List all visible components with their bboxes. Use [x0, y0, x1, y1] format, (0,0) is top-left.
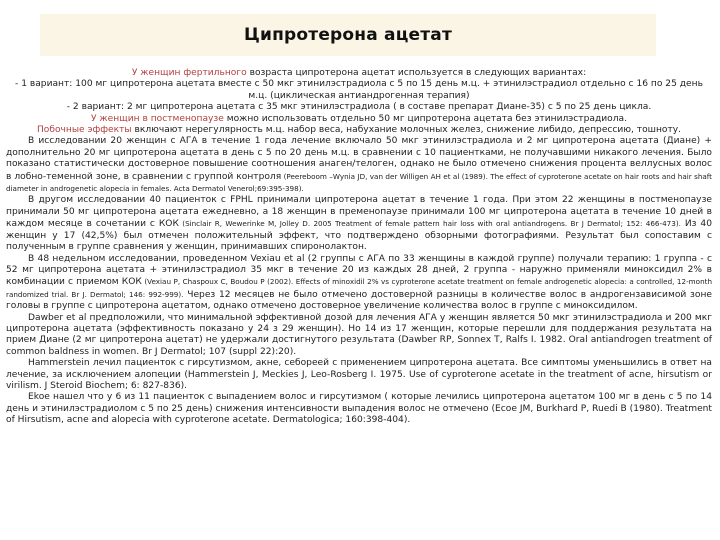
study-2-text: В другом исследовании 40 пациенток с FPHL принимали ципротерона ацетат в течение 1 года. При этом 22 женщины в постменопаузе принимали 50 мг ципротерона ацетата ежедневно, а 18 женщин в пременопаузе принимали 100 мг ципротерона ацетата в течение 10 дней в каждом месяце в сочетании с КОК [6, 195, 712, 230]
title-bar [40, 14, 656, 56]
intro-text: возраста ципротерона ацетат используется в следующих вариантах: [246, 68, 587, 78]
study-1-text: В исследовании 20 женщин с АГА в течение 1 года лечение включало 50 мкг этинилэстрадиола и 2 мг ципротерона ацетата (Диане) + дополнительно 20 мг ципротерона ацетата в день с 5 по 20 день м.ц. в сравнении с 10 пациентками, не получавшими никакого лечения. Было показано статистически достоверное повышение соотношения анаген/телоген, однако не было отмечено снижения процента веллусных волос в лобно-теменной зоне, в сравнении с группой контроля [6, 136, 712, 182]
side-effects-paragraph [6, 125, 712, 136]
study-2-paragraph [6, 195, 712, 253]
dawber-paragraph: Dawber et al предположили, что минимальной эффективной дозой для лечения АГА у женщин является 50 мкг этинилэстрадиола и 200 мкг ципротерона ацетата (эффективность показано у 24 з 29 женщин). Но 14 из 17 женщин, которые перешли для поддержания результата на прием Диане (2 мг ципротерона ацетат) не удержали достигнутого результата (Dawber RP, Sonnex T, Ralfs I. 1982. Oral antiandrogen treatment of common baldness in women. Br J Dermatol; 107 (suppl 22):20). [6, 312, 712, 357]
intro-paragraph [6, 68, 712, 79]
postmenopause-text: можно использовать отдельно 50 мг ципротерона ацетата без этинилэстрадиола. [223, 113, 627, 124]
side-effects-text: включают нерегулярность м.ц. набор веса, набухание молочных желез, снижение либидо, депрессию, тошноту. [131, 125, 682, 136]
page-title: Ципротерона ацетат [243, 25, 453, 45]
study-3-text: В 48 недельном исследовании, проведенном Vexiau et al (2 группы с АГА по 33 женщины в каждой группе) получали терапию: 1 группа - с 52 мг ципротерона ацетата + этинилэстрадиол 35 мкг в течение 20 из каждых 28 дней, 2 группа - наружно применяли миноксидил 2% в комбинации с приемом КОК [6, 253, 712, 288]
study-1-paragraph [6, 136, 712, 195]
study-3-result: Через 12 месяцев не было отмечено достоверной разницы в количестве волос в андрогензависимой зоне головы в группе с ципротерона ацетатом, однако отмечено достоверное увеличение количества волос в группе с миноксидилом. [6, 289, 712, 312]
variant-2: - 2 вариант: 2 мг ципротерона ацетата с 35 мкг этинилэстрадиола ( в составе препарат Диане-35) с 5 по 25 день цикла. [66, 102, 652, 113]
variant-1: - 1 вариант: 100 мг ципротерона ацетата вместе с 50 мкг этинилэстрадиола с 5 по 15 день м.ц. + этинилэстрадиол отдельно с 16 по 25 день м.ц. (циклическая антиандрогенная терапия) [15, 79, 703, 101]
study-3-paragraph [6, 254, 712, 313]
hammerstein-paragraph: Hammerstein лечил пациенток с гирсутизмом, акне, себореей с применением ципротерона ацетата. Все симптомы уменьшились в ответ на лечение, за исключением алопеции (Hammerstein J, Meckies J, Leo-Rosberg I. 1975. Use of cyproterone acetate in the treatment of acne, hirsutism or virilism. J Steroid Biochem; 6: 827-836). [6, 358, 712, 391]
ekoe-paragraph: Ekoe нашел что у 6 из 11 пациенток с выпадением волос и гирсутизмом ( которые лечились ципротерона ацетатом 100 мг в день с 5 по 14 день и этинилэстрадиолом с 5 по 25 день) снижения интенсивности выпадения волос не отмечено (Ecoe JM, Burkhard P, Ruedi B (1980). Treatment of Hirsutism, acne and alopecia with cyproterone acetate. Dermatologica; 160:398-404). [6, 392, 712, 426]
study-3-reference: (Vexiau P, Chaspoux C, Boudou P (2002). Effects of minoxidil 2% vs cyproterone acetate treatment on female androgenetic alopecia: a controlled, 12-month randomized trial. Br J. Dermatol; 146: 992-999). [6, 277, 712, 299]
study-2-result: Из 40 женщин у 17 (42,5%) был отмечен положительный эффект, что подтверждено обзорными фотографиями. Результат был сопоставим с полученным в группе сравнения у женщин, принимавших спиронолактон. [6, 219, 712, 253]
study-1-reference: (Peereboom –Wynia JD, van der Willigen AH et al (1989). The effect of cyproterone acetate on hair roots and hair shaft diameter in androgenetic alopecia in females. Acta Dermatol Venerol;69:395-398). [6, 171, 712, 194]
highlight-side-effects: Побочные эффекты [36, 125, 132, 136]
study-2-reference: (Sinclair R, Wewerinke M, Jolley D. 2005 Treatment of female pattern hair loss with oral antiandrogens. Br J Dermatol; 152: 466-473). [178, 219, 681, 229]
slide-body [6, 68, 712, 427]
highlight-fertile: У женщин фертильного [131, 68, 247, 78]
postmenopause-paragraph [6, 114, 712, 125]
highlight-postmenopause: У женщин в постменопаузе [91, 113, 224, 124]
